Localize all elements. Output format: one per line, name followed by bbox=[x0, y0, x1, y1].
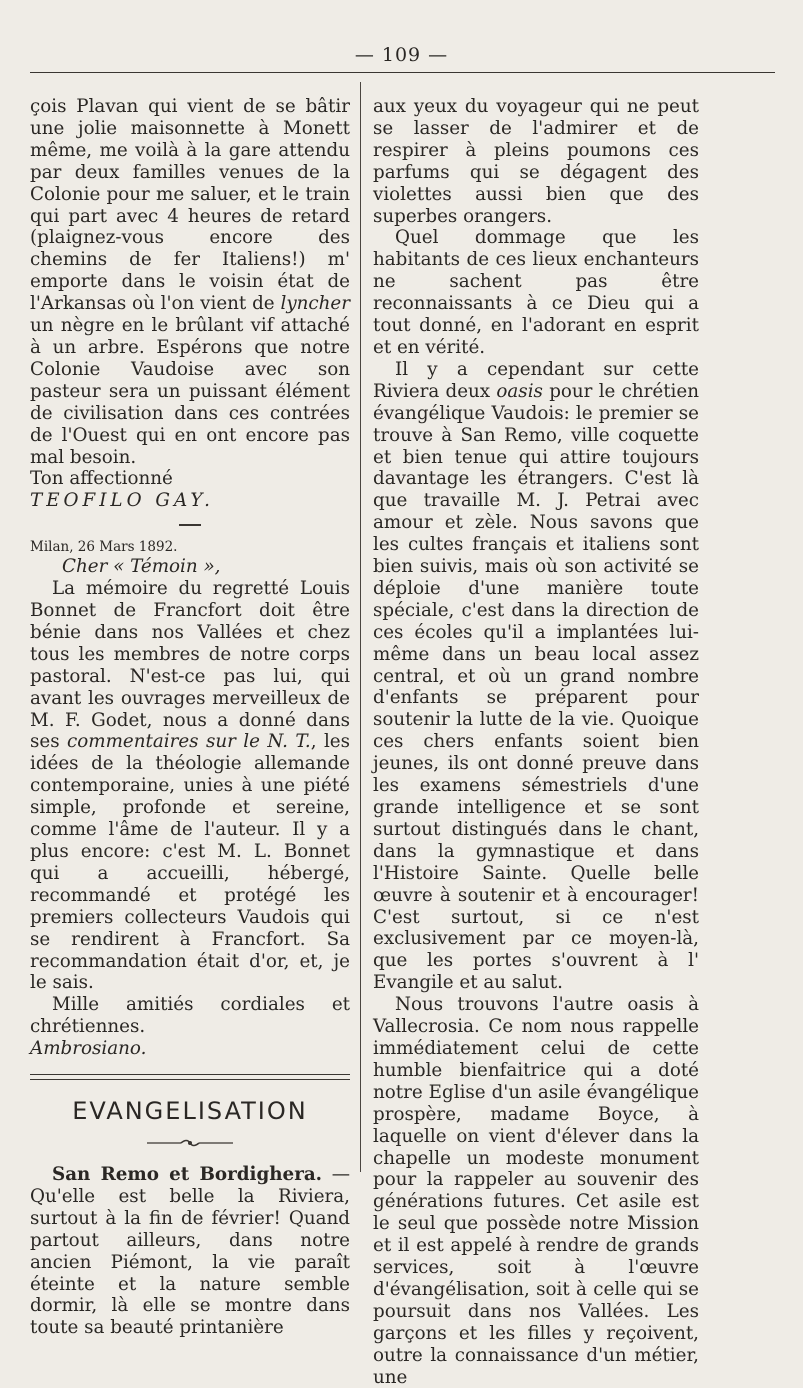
ornament-flourish bbox=[30, 1132, 350, 1154]
dateline: Milan, 26 Mars 1892. bbox=[30, 539, 178, 556]
header-rule bbox=[30, 72, 775, 73]
salutation: Cher « Témoin », bbox=[62, 556, 221, 578]
letter-emphasis: commentaires sur le N. T. bbox=[67, 731, 311, 753]
closing-line: Ton affectionné bbox=[30, 468, 173, 490]
section-title: EVANGELISATION bbox=[72, 1097, 308, 1126]
separator-rule bbox=[179, 524, 201, 526]
paragraph-2: Quel dommage que les habitants de ces lieux enchanteurs ne sachent pas être reconnaissants à ce Dieu qui a tout donné, en l'adorant en esprit et en vérité. bbox=[373, 227, 699, 358]
letter-text-2: , les idées de la théologie allemande contemporaine, unies à une piété simple, profonde et sereine, comme l'âme de l'auteur. Il y a plus encore: c'est M. L. Bonnet qui a accueilli, hébergé, recommandé et protégé les premiers collecteurs Vaudois qui se rendirent à Francfort. Sa recommandation était d'or, et, je le sais. bbox=[30, 731, 350, 994]
paragraph-1: aux yeux du voyageur qui ne peut se lasser de l'admirer et de respirer à pleins poumons ces parfums qui se dégagent des violettes aussi bien que des superbes orangers. bbox=[373, 96, 699, 227]
article-opening bbox=[30, 1164, 350, 1339]
letter-body bbox=[30, 578, 350, 994]
left-column bbox=[30, 96, 350, 1339]
page-number: — 109 — bbox=[354, 44, 449, 66]
paragraph-3-emphasis: oasis bbox=[496, 380, 543, 402]
right-column bbox=[373, 96, 699, 1388]
paragraph-4: Nous trouvons l'autre oasis à Vallecrosia. Ce nom nous rappelle immédiatement celui de cette humble bienfaitrice qui a doté notre Eglise d'un asile évangélique prospère, madame Boyce, à laquelle on vient d'élever dans la chapelle un modeste monument pour la rappeler au souvenir des générations futures. Cet asile est le seul que possède notre Mission et il est appelé à rendre de grands services, soit à l'œuvre d'évangélisation, soit à celle qui se poursuit dans nos Vallées. Les garçons et les filles y reçoivent, outre la connaissance d'un métier, une bbox=[373, 994, 699, 1388]
paragraph-3-text-2: pour le chrétien évangélique Vaudois: le premier se trouve à San Remo, ville coquette et bien tenue qui attire toujours davantage les étrangers. C'est là que travaille M. J. Petrai avec amour et zèle. Nous savons que les cultes français et italiens sont bien suivis, mais où son activité se déploie d'une manière toute spéciale, c'est dans la direction de ces écoles qu'il a implantées lui-même dans un beau local assez central, et où un grand nombre d'enfants se préparent pour soutenir la lutte de la vie. Quoique ces chers enfants soient bien jeunes, ils ont donné preuve dans les examens sémestriels d'une grande intelligence et se sont surtout distingués dans le chant, dans la gymnastique et dans l'Histoire Sainte. Quelle belle œuvre à soutenir et à encourager! C'est surtout, si ce n'est exclusivement par ce moyen-là, que les portes s'ouvrent à l' Evangile et au salut. bbox=[373, 380, 699, 994]
continuation-text-1: çois Plavan qui vient de se bâtir une jolie maisonnette à Monett même, me voilà à la gare attendu par deux familles venues de la Colonie pour me saluer, et le train qui part avec 4 heures de retard (plaignez-vous encore des chemins de fer Italiens!) m' emporte dans le voisin état de l'Arkansas où l'on vient de bbox=[30, 96, 350, 315]
column-divider bbox=[360, 82, 361, 1172]
article-heading: San Remo et Bordighera. bbox=[52, 1163, 323, 1185]
continuation-emphasis: lyncher bbox=[280, 293, 350, 315]
article-text: — Qu'elle est belle la Riviera, surtout à la fin de février! Quand partout ailleurs, dans notre ancien Piémont, la vie paraît éteinte et la nature semble dormir, là elle se montre dans toute sa beauté printanière bbox=[30, 1163, 351, 1339]
signature-teofilo-gay: TEOFILO GAY. bbox=[30, 490, 214, 512]
letter-text-1: La mémoire du regretté Louis Bonnet de Francfort doit être bénie dans nos Vallées et chez tous les membres de notre corps pastoral. N'est-ce pas lui, qui avant les ouvrages merveilleux de M. F. Godet, nous a donné dans ses bbox=[30, 578, 350, 753]
signature-ambrosiano: Ambrosiano. bbox=[30, 1038, 147, 1060]
continuation-text-2: un nègre en le brûlant vif attaché à un arbre. Espérons que notre Colonie Vaudoise avec son pasteur sera un puissant élément de civilisation dans ces contrées de l'Ouest qui en ont encore pas mal besoin. bbox=[30, 315, 350, 468]
flourish-icon bbox=[145, 1138, 235, 1148]
section-rule bbox=[30, 1074, 350, 1080]
paragraph-3 bbox=[373, 359, 699, 994]
letter-continuation bbox=[30, 96, 350, 468]
paragraph-3-text-1: Il y a cependant sur cette Riviera deux bbox=[373, 358, 699, 402]
letter-closing: Mille amitiés cordiales et chrétiennes. bbox=[30, 994, 350, 1038]
